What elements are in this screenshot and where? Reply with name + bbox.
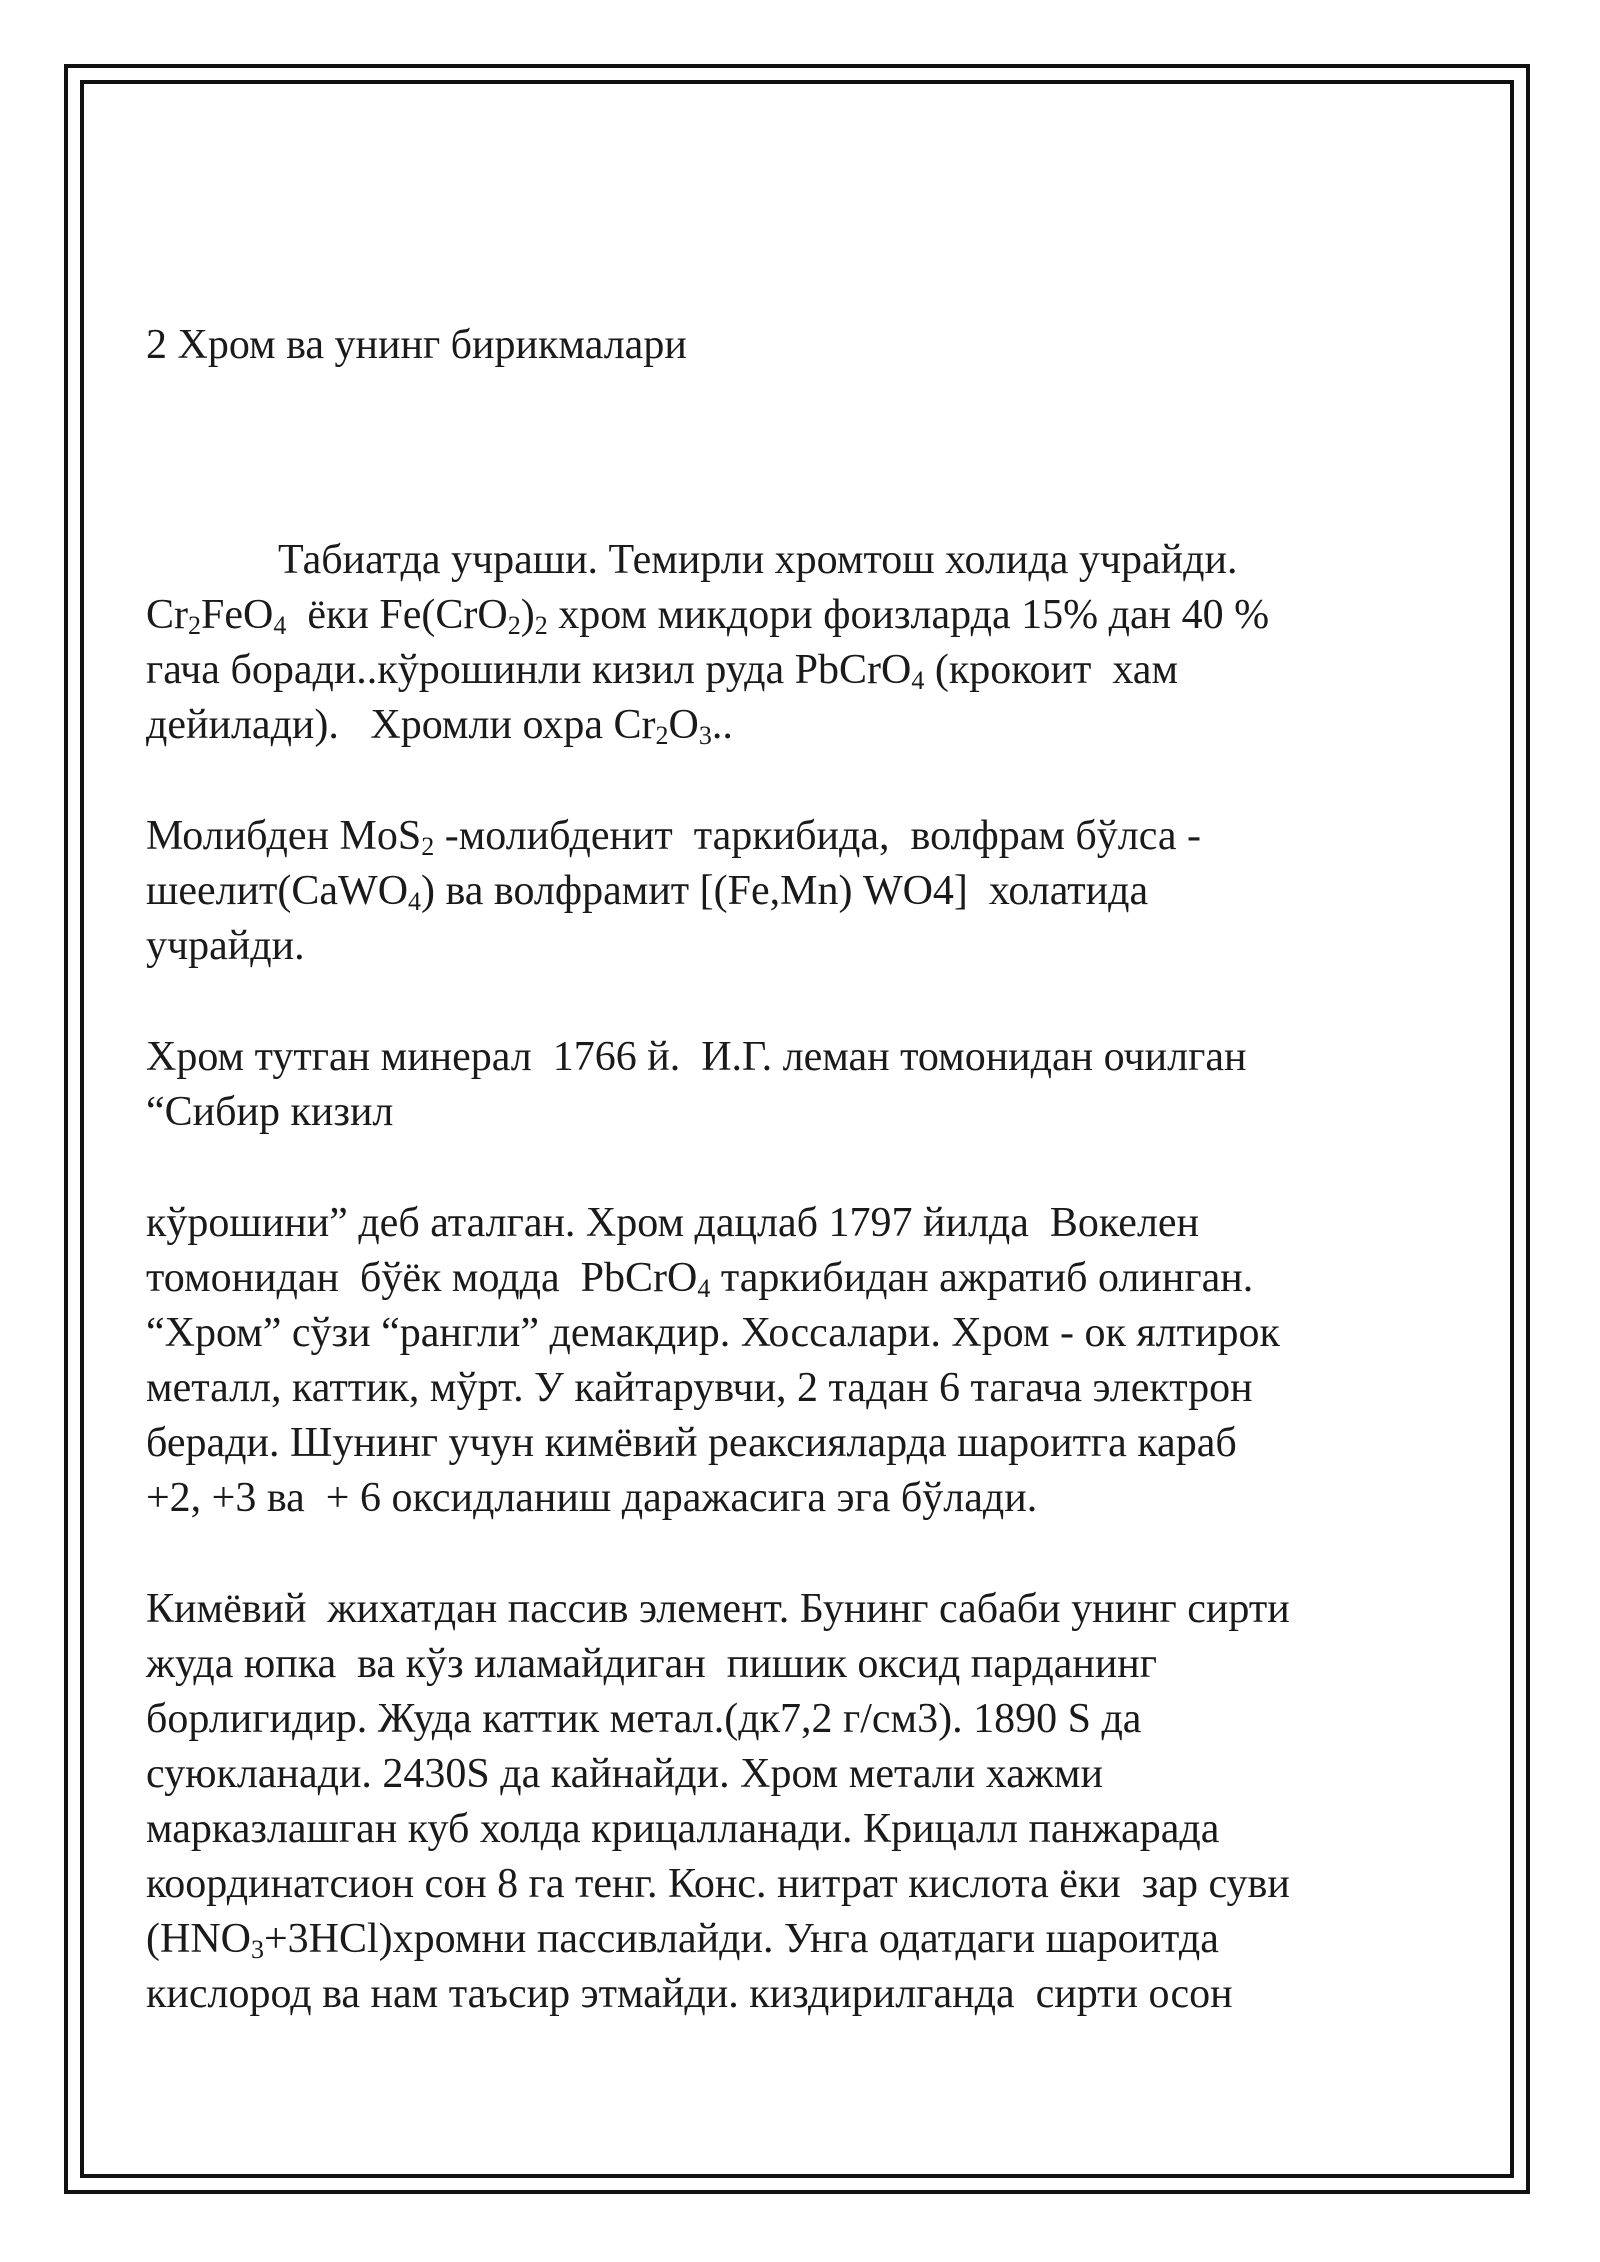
paragraph-line: координатсион сон 8 га тенг. Конс. нитрат кислота ёки зар суви bbox=[146, 1861, 1290, 1907]
paragraph-line: учрайди. bbox=[146, 923, 305, 969]
paragraph-line: суюкланади. 2430S да кайнайди. Хром метали хажми bbox=[146, 1751, 1103, 1797]
paragraph-line: кислород ва нам таъсир этмайди. киздирилганда сирти осон bbox=[146, 1971, 1233, 2017]
paragraph-line: $Cr_2FeO_4$ ёки $Fe(CrO_2)_2$ хром микдори фоизларда 15% дан 40 % bbox=[146, 592, 1270, 640]
paragraph-chemical bbox=[146, 1582, 1496, 2022]
paragraph-line: металл, каттик, мўрт. У кайтарувчи, 2 тадан 6 тагача электрон bbox=[146, 1365, 1253, 1411]
paragraph-line: “Сибир кизил bbox=[146, 1089, 394, 1135]
paragraph-line: беради. Шунинг учун кимёвий реаксияларда шароитга караб bbox=[146, 1420, 1237, 1466]
paragraph-properties bbox=[146, 1196, 1496, 1526]
paragraph-discovery bbox=[146, 1030, 1496, 1140]
paragraph-line: $(HNO_3+3HCl)хромни$ пассивлайди. Унга одатдаги шароитда bbox=[146, 1916, 1219, 1964]
paragraph-line: Кимёвий жихатдан пассив элемент. Бунинг сабаби унинг сирти bbox=[146, 1586, 1290, 1632]
paragraph-line: марказлашган куб холда крицалланади. Крицалл панжарада bbox=[146, 1806, 1220, 1852]
paragraph-line: дейилади). Хромли охра $Cr_2O_3$.. bbox=[146, 702, 733, 750]
paragraph-line: борлигидир. Жуда каттик метал.(дк7,2 г/см3). 1890 S да bbox=[146, 1696, 1142, 1742]
paragraph-line: жуда юпка ва кўз иламайдиган пишик оксид парданинг bbox=[146, 1641, 1157, 1687]
paragraph-line: Хром тутган минерал 1766 й. И.Г. леман томонидан очилган bbox=[146, 1034, 1247, 1080]
paragraph-line: Табиатда учраши. Темирли хромтош холида учрайди. bbox=[278, 537, 1238, 583]
paragraph-molybdenum bbox=[146, 809, 1496, 974]
document-body bbox=[146, 318, 1496, 2022]
paragraph-occurrence bbox=[146, 533, 1496, 753]
paragraph-line: Молибден MoS$_2$ -молибденит таркибида, волфрам бўлса - bbox=[146, 813, 1202, 861]
paragraph-line: кўрошини” деб аталган. Хром дацлаб 1797 йилда Вокелен bbox=[146, 1200, 1200, 1246]
paragraph-line: +2, +3 ва + 6 оксидланиш даражасига эга бўлади. bbox=[146, 1475, 1038, 1521]
section-heading: 2 Хром ва унинг бирикмалари bbox=[146, 322, 687, 368]
paragraph-line: шеелит(CaWO$_4$) ва волфрамит [(Fe,Mn) WO4] холатида bbox=[146, 868, 1149, 916]
paragraph-line: “Хром” сўзи “рангли” демакдир. Хоссалари. Хром - ок ялтирок bbox=[146, 1310, 1280, 1356]
paragraph-line: гача боради..кўрошинли кизил руда PbCrO$_4$ (крокоит хам bbox=[146, 647, 1179, 695]
paragraph-line: томонидан бўёк модда PbCrO$_4$ таркибидан ажратиб олинган. bbox=[146, 1255, 1254, 1303]
